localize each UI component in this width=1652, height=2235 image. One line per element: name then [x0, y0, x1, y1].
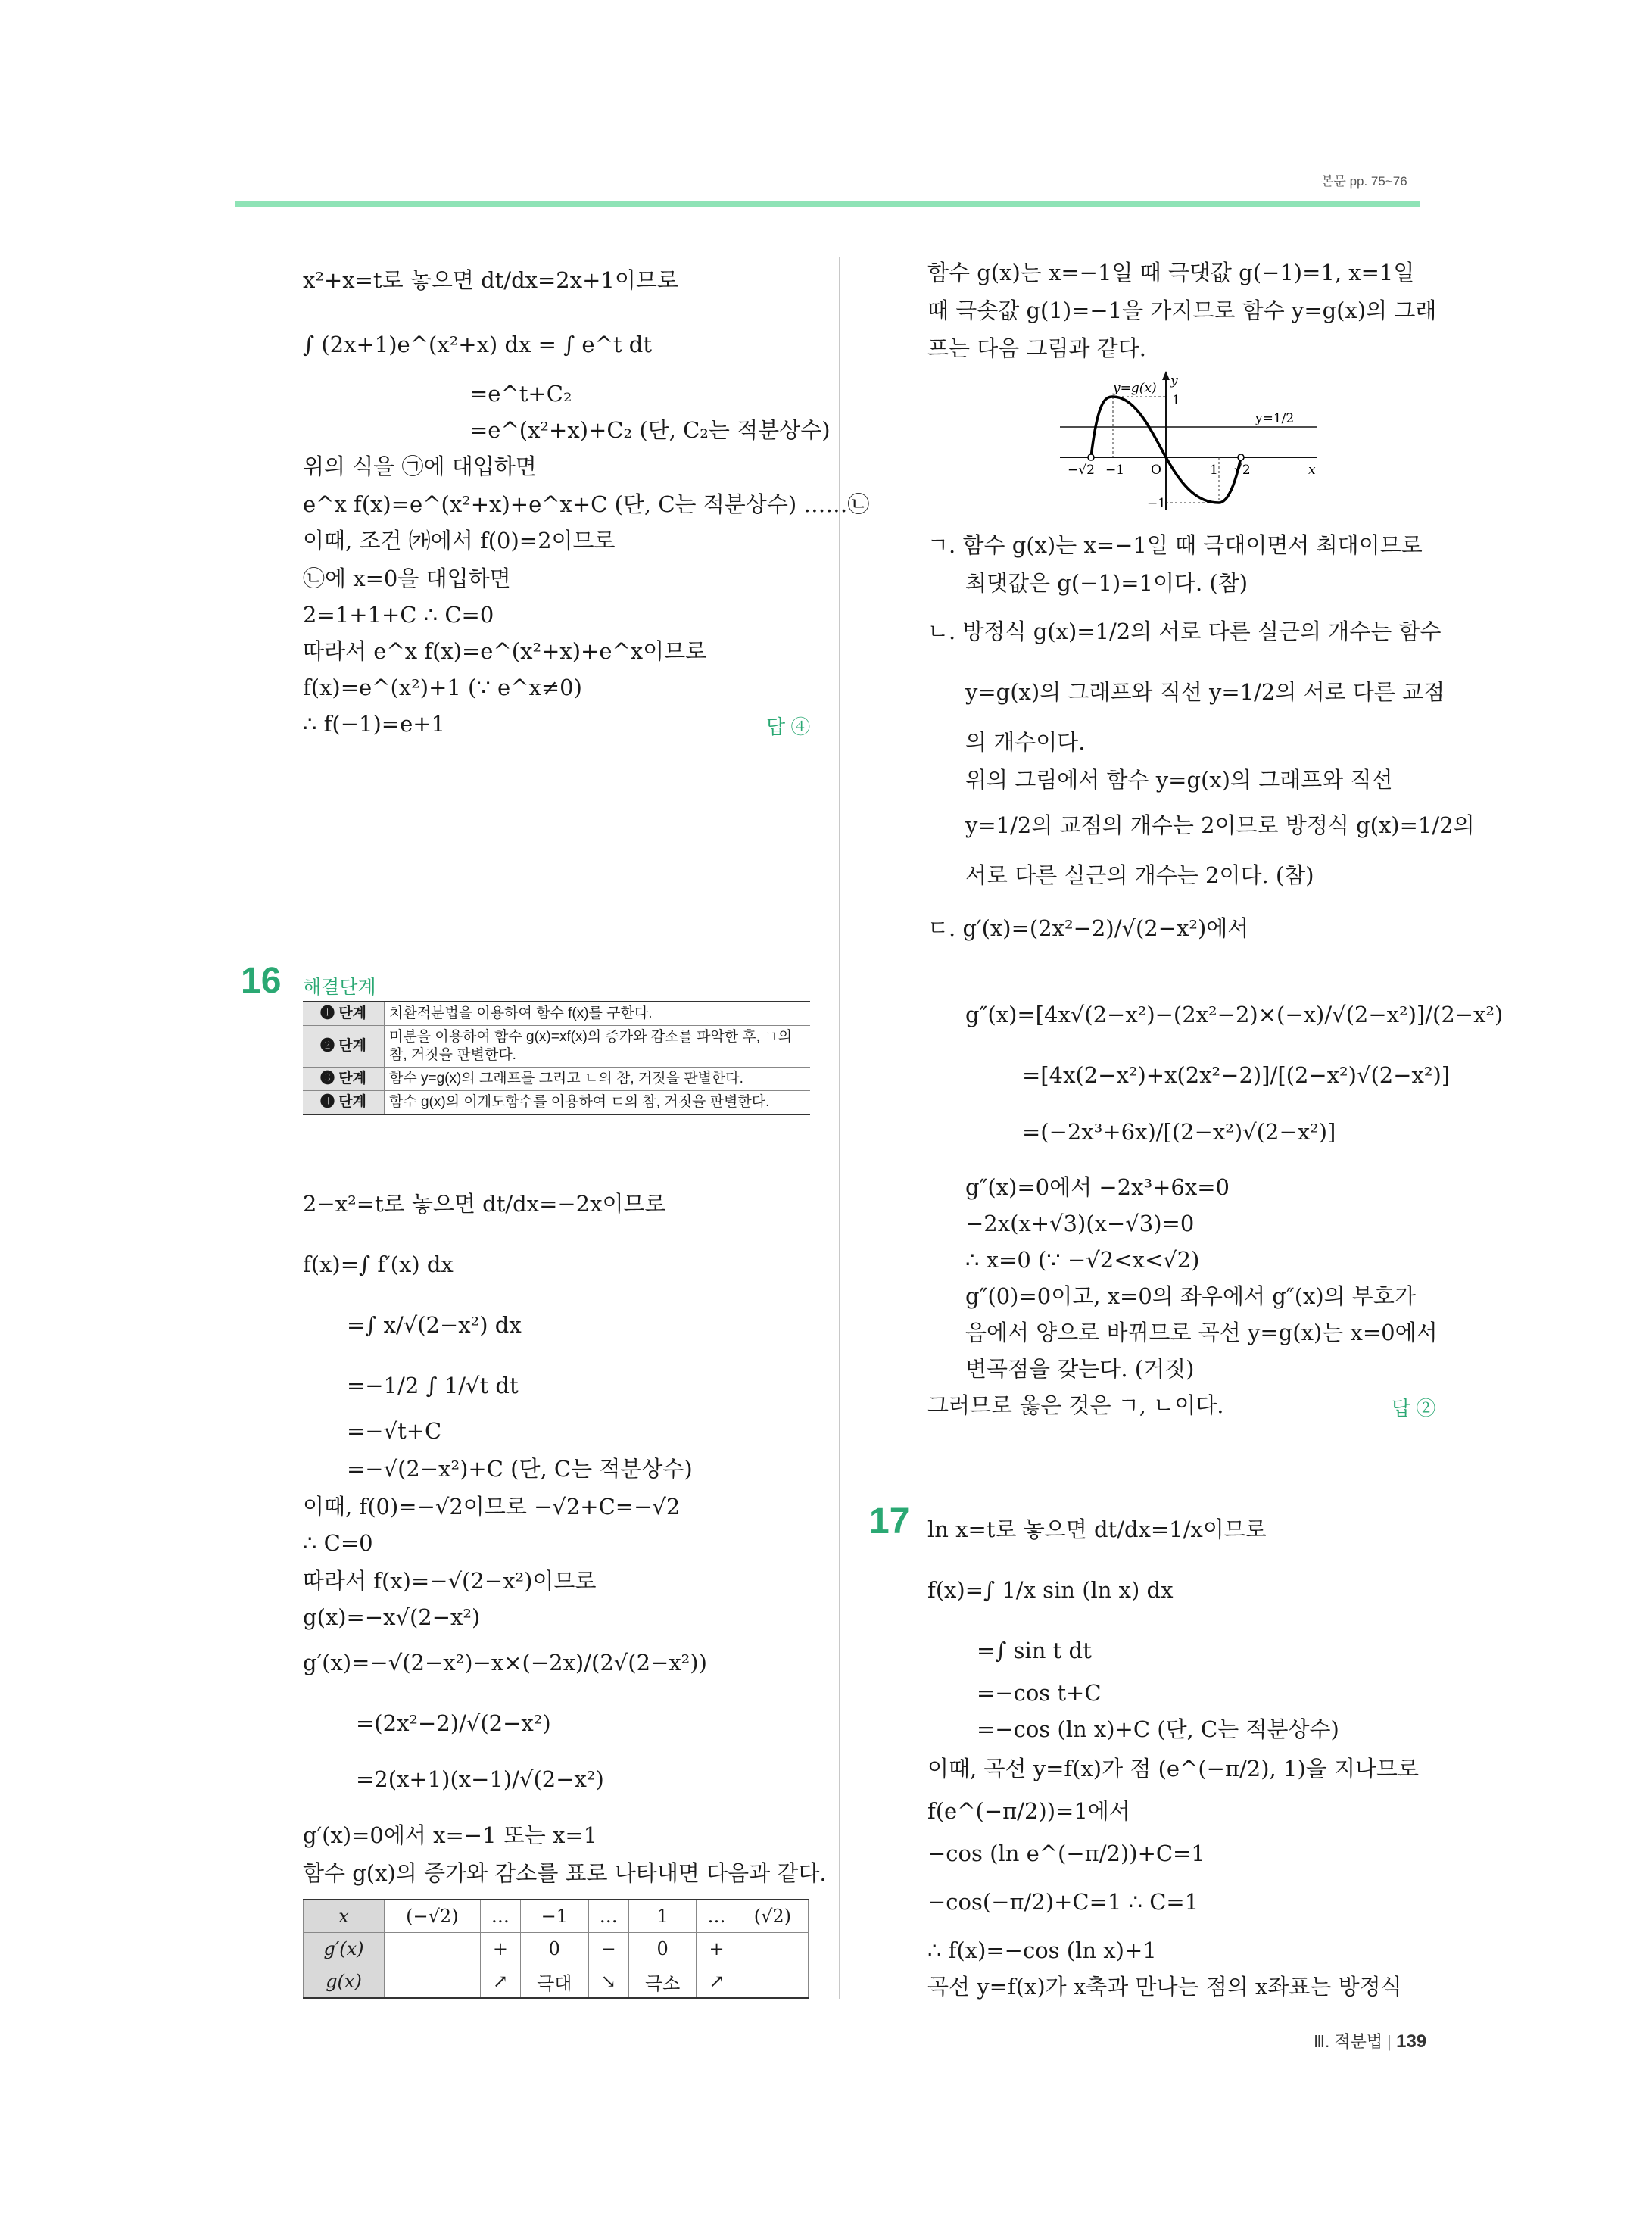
text-line: g″(x)=0에서 −2x³+6x=0 [965, 1174, 1230, 1200]
table-cell: 0 [521, 1933, 589, 1965]
text-line: g′(x)=−√(2−x²)−x×(−2x)/(2√(2−x²)) [303, 1650, 707, 1675]
y-axis-label: y [1170, 373, 1178, 388]
y-tick: −1 [1147, 496, 1167, 511]
text-line: 음에서 양으로 바뀌므로 곡선 y=g(x)는 x=0에서 [965, 1320, 1438, 1345]
text-line: =−cos t+C [977, 1680, 1102, 1706]
text-line: ∴ x=0 (∵ −√2<x<√2) [965, 1247, 1200, 1273]
text-line: 이때, 곡선 y=f(x)가 점 (e^(−π/2), 1)을 지나므로 [927, 1756, 1420, 1781]
table-row [304, 1965, 809, 1999]
table-cell [385, 1933, 481, 1965]
text-line: =−√t+C [347, 1418, 442, 1444]
text-line: 위의 그림에서 함수 y=g(x)의 그래프와 직선 [965, 767, 1393, 793]
text-line: 이때, 조건 ㈎에서 f(0)=2이므로 [303, 528, 616, 553]
x-axis-label: x [1308, 463, 1316, 478]
text-line: 서로 다른 실근의 개수는 2이다. (참) [965, 862, 1314, 888]
chapter-label: Ⅲ. 적분법 [1314, 2032, 1383, 2051]
answer-16: 답 ② [1392, 1397, 1436, 1420]
x-tick: −1 [1105, 463, 1125, 478]
open-endpoint [1088, 454, 1094, 460]
step-row [303, 1002, 810, 1026]
text-line: =[4x(2−x²)+x(2x²−2)]/[(2−x²)√(2−x²)] [1022, 1062, 1451, 1088]
answer-15: 답 ④ [766, 715, 811, 738]
table-cell [385, 1965, 481, 1999]
step-label: ❸ 단계 [303, 1068, 385, 1091]
text-line: =−1/2 ∫ 1/√t dt [347, 1373, 519, 1398]
problem-number-17: 17 [869, 1501, 910, 1541]
table-cell: ↘ [588, 1965, 628, 1999]
table-cell: … [697, 1900, 737, 1933]
table-cell: 1 [628, 1900, 697, 1933]
x-tick: 1 [1210, 463, 1218, 478]
table-cell: … [588, 1900, 628, 1933]
y-axis-arrow [1162, 371, 1170, 380]
text-line: x²+x=t로 놓으면 dt/dx=2x+1이므로 [303, 267, 678, 293]
text-line: f(x)=∫ 1/x sin (ln x) dx [927, 1577, 1174, 1603]
text-line: 프는 다음 그림과 같다. [927, 335, 1146, 361]
text-line: g″(0)=0이고, x=0의 좌우에서 g″(x)의 부호가 [965, 1283, 1416, 1309]
step-text: 미분을 이용하여 함수 g(x)=xf(x)의 증가와 감소를 파악한 후, ㄱ의 참, 거짓을 판별한다. [385, 1026, 811, 1068]
text-line: g″(x)=[4x√(2−x²)−(2x²−2)×(−x)/√(2−x²)]/(2−x²) [965, 1002, 1504, 1027]
page-number: 139 [1396, 2031, 1427, 2052]
text-line: ∫ (2x+1)e^(x²+x) dx = ∫ e^t dt [303, 332, 652, 357]
text-line: 이때, f(0)=−√2이므로 −√2+C=−√2 [303, 1494, 681, 1520]
table-cell: − [588, 1933, 628, 1965]
text-line: 변곡점을 갖는다. (거짓) [965, 1356, 1195, 1382]
table-cell: (√2) [737, 1900, 808, 1933]
step-text: 치환적분법을 이용하여 함수 f(x)를 구한다. [385, 1002, 811, 1026]
text-line: ㄷ. g′(x)=(2x²−2)/√(2−x²)에서 [927, 915, 1249, 941]
x-tick: −√2 [1068, 463, 1095, 478]
step-label: ❶ 단계 [303, 1002, 385, 1026]
step-row [303, 1026, 810, 1068]
text-line: −2x(x+√3)(x−√3)=0 [965, 1211, 1195, 1236]
text-line: g′(x)=0에서 x=−1 또는 x=1 [303, 1822, 598, 1848]
table-cell: … [480, 1900, 520, 1933]
y-tick: 1 [1172, 393, 1180, 408]
text-line: e^x f(x)=e^(x²+x)+e^x+C (단, C는 적분상수) ……㉡ [303, 491, 870, 517]
text-line: ㉡에 x=0을 대입하면 [303, 566, 511, 591]
page-reference: 본문 pp. 75~76 [1321, 174, 1407, 189]
text-line: 함수 g(x)는 x=−1일 때 극댓값 g(−1)=1, x=1일 [927, 260, 1415, 285]
text-line: =2(x+1)(x−1)/√(2−x²) [356, 1766, 604, 1792]
text-line: ∴ f(−1)=e+1 [303, 711, 445, 737]
text-line: 함수 g(x)의 증가와 감소를 표로 나타내면 다음과 같다. [303, 1860, 827, 1886]
text-line: y=g(x)의 그래프와 직선 y=1/2의 서로 다른 교점 [965, 679, 1445, 705]
table-row [304, 1900, 809, 1933]
text-line: f(x)=∫ f′(x) dx [303, 1252, 454, 1277]
table-cell: −1 [521, 1900, 589, 1933]
step-row [303, 1068, 810, 1091]
table-row [304, 1933, 809, 1965]
text-line: −cos (ln e^(−π/2))+C=1 [927, 1841, 1205, 1866]
table-cell: ↗ [480, 1965, 520, 1999]
text-line: 때 극솟값 g(1)=−1을 가지므로 함수 y=g(x)의 그래 [927, 298, 1437, 323]
text-line: 2−x²=t로 놓으면 dt/dx=−2x이므로 [303, 1191, 666, 1217]
text-line: 곡선 y=f(x)가 x축과 만나는 점의 x좌표는 방정식 [927, 1974, 1402, 2000]
text-line: ㄴ. 방정식 g(x)=1/2의 서로 다른 실근의 개수는 함수 [927, 619, 1442, 644]
table-cell: + [480, 1933, 520, 1965]
text-line: =(−2x³+6x)/[(2−x²)√(2−x²)] [1022, 1119, 1336, 1145]
text-line: =∫ sin t dt [977, 1638, 1092, 1663]
solution-steps-table [303, 1001, 810, 1115]
step-text: 함수 y=g(x)의 그래프를 그리고 ㄴ의 참, 거짓을 판별한다. [385, 1068, 811, 1091]
open-endpoint [1238, 454, 1244, 460]
text-line: −cos(−π/2)+C=1 ∴ C=1 [927, 1889, 1199, 1915]
table-cell [737, 1933, 808, 1965]
text-line: y=1/2의 교점의 개수는 2이므로 방정식 g(x)=1/2의 [965, 812, 1475, 838]
text-line: f(x)=e^(x²)+1 (∵ e^x≠0) [303, 675, 582, 700]
curve-label: y=g(x) [1113, 381, 1157, 396]
x-tick: √2 [1234, 463, 1251, 478]
text-line: ln x=t로 놓으면 dt/dx=1/x이므로 [927, 1516, 1267, 1542]
table-cell: g(x) [304, 1965, 385, 1999]
table-cell: (−√2) [385, 1900, 481, 1933]
text-line: f(e^(−π/2))=1에서 [927, 1798, 1130, 1824]
step-label: ❹ 단계 [303, 1091, 385, 1115]
function-graph [1052, 369, 1325, 513]
text-line: 그러므로 옳은 것은 ㄱ, ㄴ이다. [927, 1392, 1224, 1418]
text-line: g(x)=−x√(2−x²) [303, 1604, 481, 1630]
table-cell: 극소 [628, 1965, 697, 1999]
text-line: =e^(x²+x)+C₂ (단, C₂는 적분상수) [469, 417, 831, 443]
table-cell: 극대 [521, 1965, 589, 1999]
text-line: 2=1+1+C ∴ C=0 [303, 602, 494, 628]
text-line: =(2x²−2)/√(2−x²) [356, 1710, 551, 1736]
table-cell: x [304, 1900, 385, 1933]
table-cell: + [697, 1933, 737, 1965]
text-line: =−cos (ln x)+C (단, C는 적분상수) [977, 1716, 1339, 1742]
page-footer: Ⅲ. 적분법 | 139 [1314, 2031, 1427, 2052]
text-line: =e^t+C₂ [469, 381, 572, 407]
table-cell: g′(x) [304, 1933, 385, 1965]
problem-number-16: 16 [241, 961, 282, 1001]
x-tick: O [1151, 463, 1161, 478]
step-text: 함수 g(x)의 이계도함수를 이용하여 ㄷ의 참, 거짓을 판별한다. [385, 1091, 811, 1115]
text-line: ㄱ. 함수 g(x)는 x=−1일 때 극대이면서 최대이므로 [927, 532, 1423, 558]
text-line: 따라서 f(x)=−√(2−x²)이므로 [303, 1568, 597, 1594]
step-row [303, 1091, 810, 1115]
text-line: 의 개수이다. [965, 729, 1086, 755]
table-cell: ↗ [697, 1965, 737, 1999]
text-line: 따라서 e^x f(x)=e^(x²+x)+e^x이므로 [303, 638, 707, 664]
text-line: =∫ x/√(2−x²) dx [347, 1312, 522, 1338]
text-line: ∴ f(x)=−cos (ln x)+1 [927, 1937, 1157, 1963]
line-label: y=1/2 [1255, 411, 1295, 426]
text-line: 최댓값은 g(−1)=1이다. (참) [965, 570, 1248, 596]
text-line: 위의 식을 ㉠에 대입하면 [303, 454, 537, 479]
table-cell: 0 [628, 1933, 697, 1965]
text-line: =−√(2−x²)+C (단, C는 적분상수) [347, 1456, 693, 1482]
step-label: ❷ 단계 [303, 1026, 385, 1068]
table-cell [737, 1965, 808, 1999]
header-rule [235, 201, 1420, 207]
solution-steps-title: 해결단계 [303, 977, 376, 998]
text-line: ∴ C=0 [303, 1530, 373, 1556]
increase-decrease-table [303, 1899, 809, 1999]
